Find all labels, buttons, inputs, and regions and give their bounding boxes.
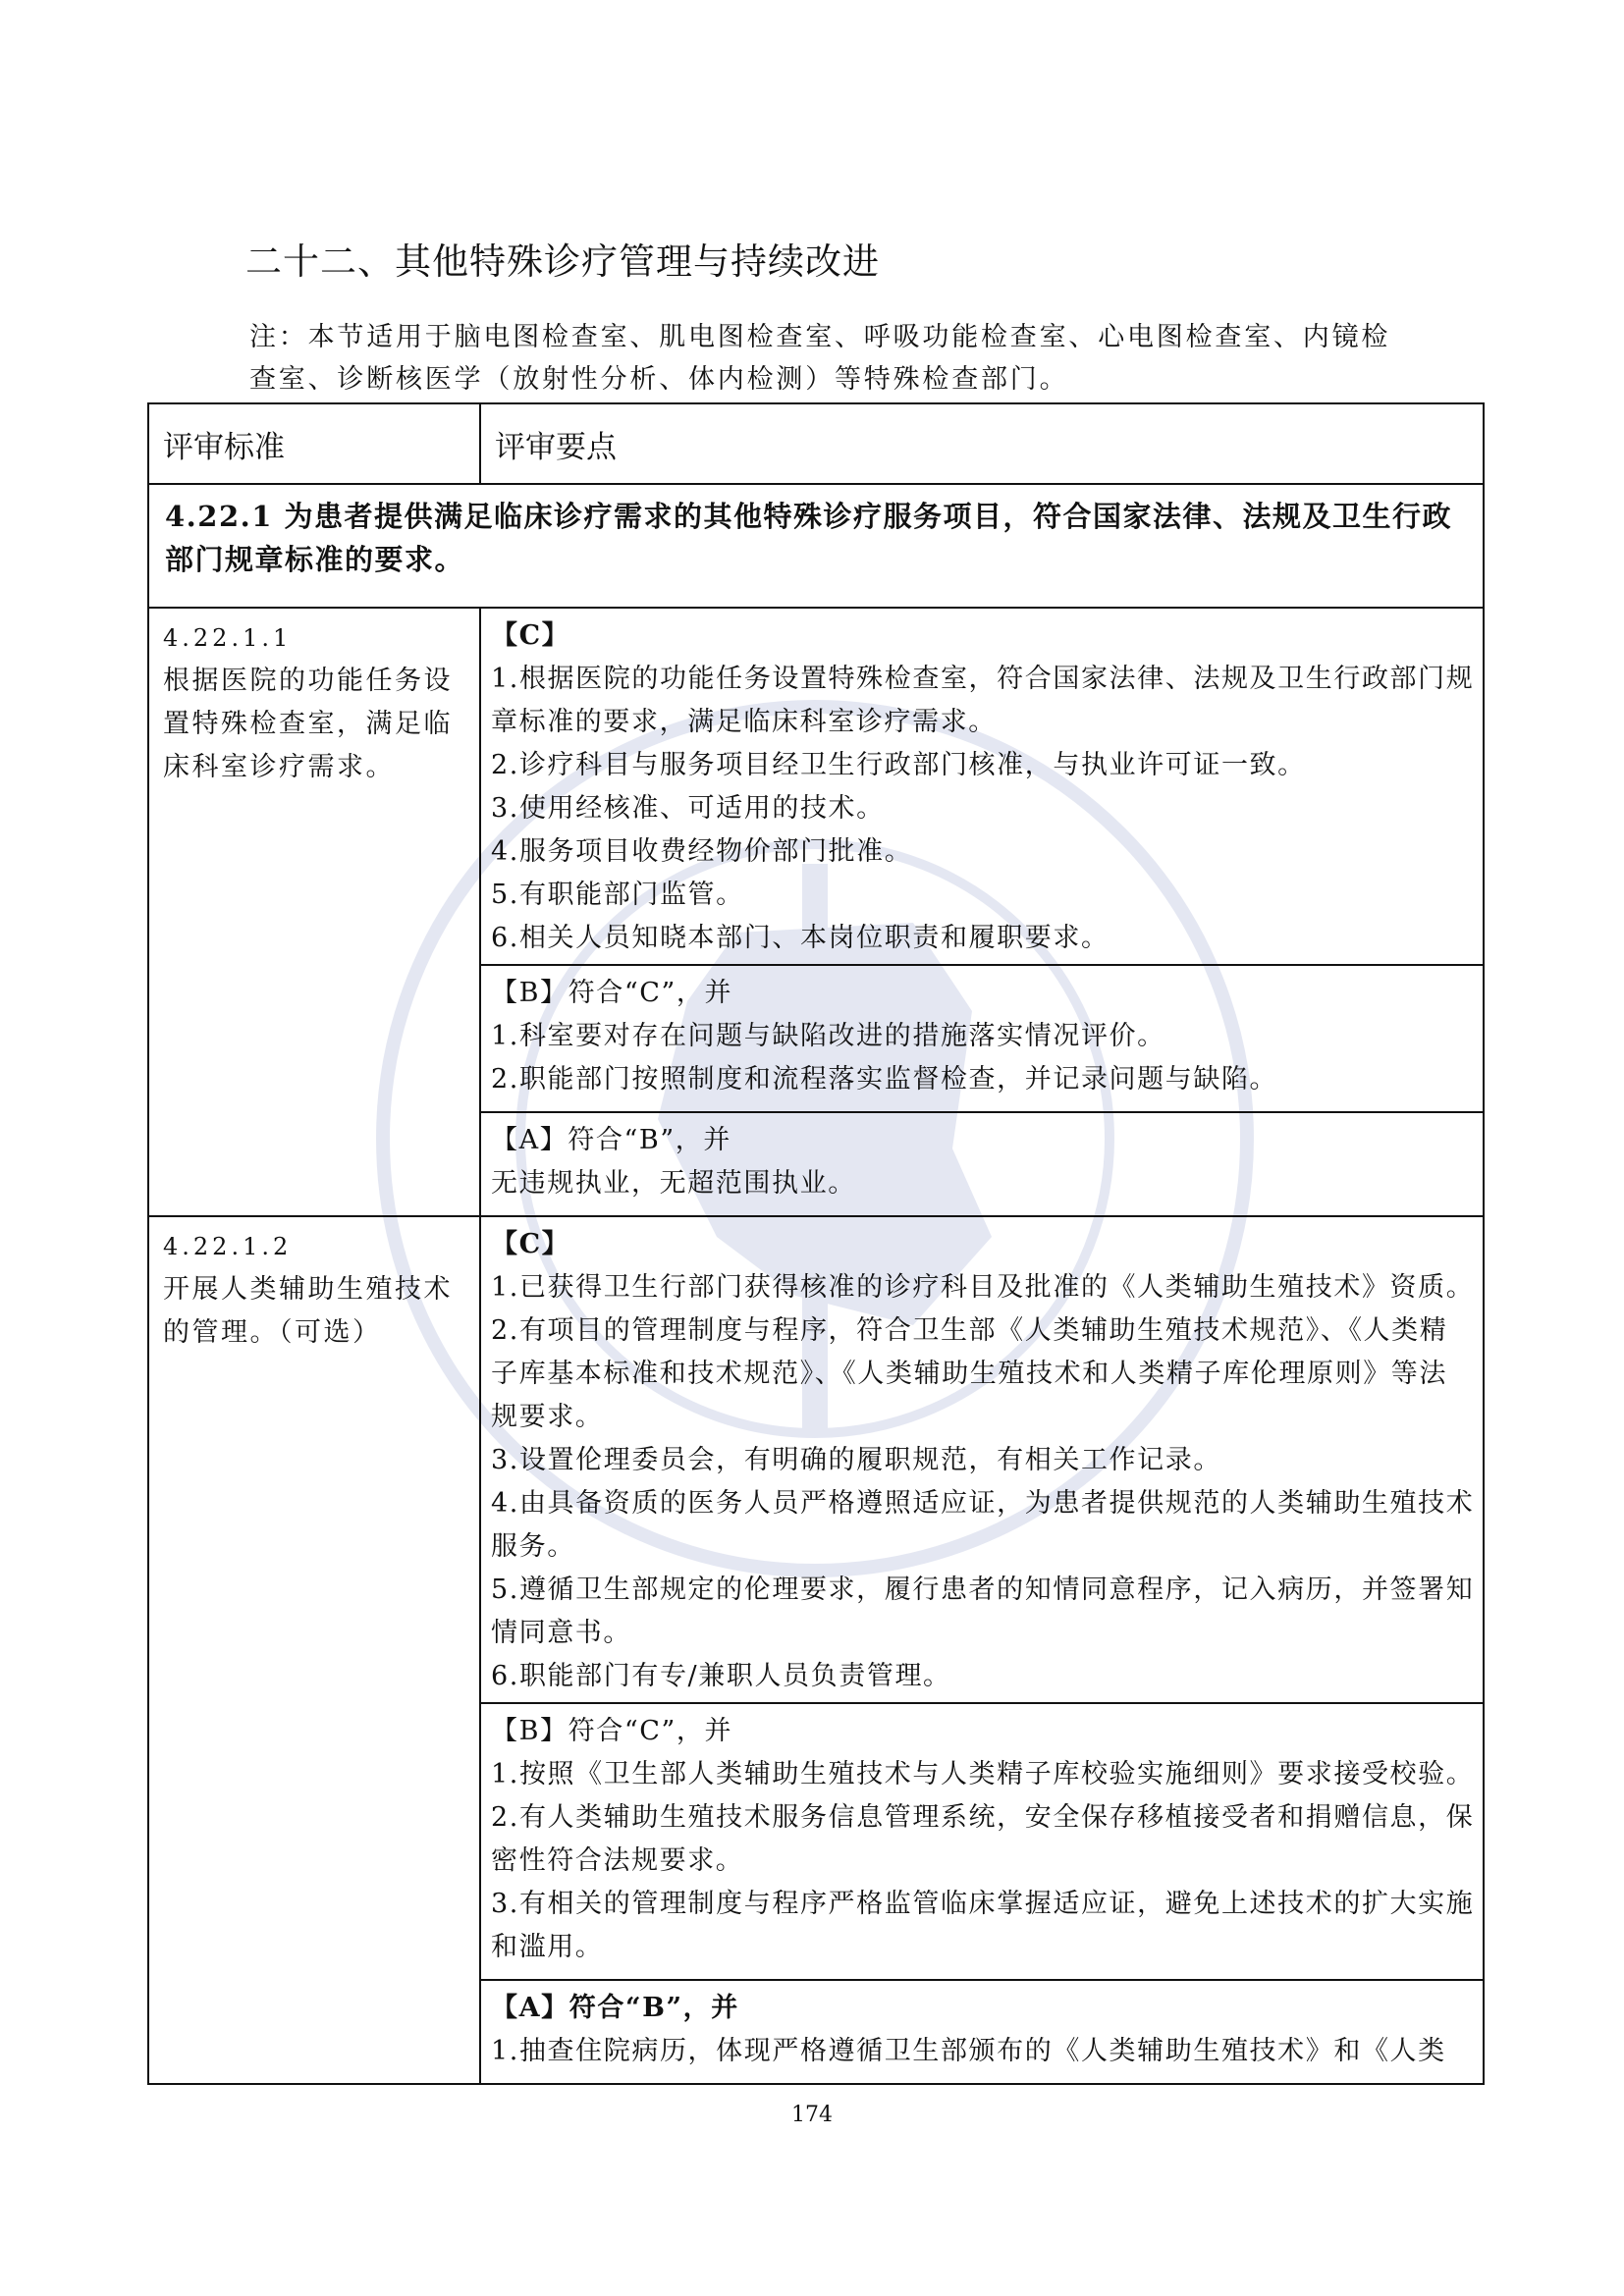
requirement-line: 4.服务项目收费经物价部门批准。 — [491, 836, 913, 867]
standard-cell — [148, 608, 480, 1216]
standard-text: 根据医院的功能任务设置特殊检查室，满足临床科室诊疗需求。 — [163, 666, 453, 782]
requirement-line: 2.诊疗科目与服务项目经卫生行政部门核准，与执业许可证一致。 — [491, 750, 1306, 780]
standard-text: 开展人类辅助生殖技术的管理。（可选） — [163, 1274, 453, 1348]
requirement-line: 6.相关人员知晓本部门、本岗位职责和履职要求。 — [491, 923, 1110, 953]
requirement-line: 2.有人类辅助生殖技术服务信息管理系统，安全保存移植接受者和捐赠信息，保密性符合法规要求。 — [491, 1802, 1475, 1876]
requirement-line: 3.设置伦理委员会，有明确的履职规范，有相关工作记录。 — [491, 1445, 1221, 1475]
requirement-line: 1.抽查住院病历，体现严格遵循卫生部颁布的《人类辅助生殖技术》和《人类 — [491, 2036, 1446, 2066]
standard-code: 4.22.1.2 — [163, 1233, 293, 1260]
level-c-cell — [480, 1216, 1484, 1703]
level-label: 【A】符合“B”，并 — [491, 1125, 731, 1155]
requirement-line: 1.已获得卫生行部门获得核准的诊疗科目及批准的《人类辅助生殖技术》资质。 — [491, 1272, 1475, 1303]
standard-cell — [148, 1216, 480, 2084]
table-row — [148, 1216, 1484, 1703]
level-label: 【C】 — [491, 1229, 570, 1259]
table-row — [148, 608, 1484, 965]
level-a-cell — [480, 1112, 1484, 1216]
requirement-line: 1.根据医院的功能任务设置特殊检查室，符合国家法律、法规及卫生行政部门规章标准的要求，满足临床科室诊疗需求。 — [491, 664, 1475, 737]
table-header-row — [148, 403, 1484, 484]
section-note: 注：本节适用于脑电图检查室、肌电图检查室、呼吸功能检查室、心电图检查室、内镜检查室、诊断核医学（放射性分析、体内检测）等特殊检查部门。 — [249, 322, 1391, 395]
requirement-line: 5.有职能部门监管。 — [491, 880, 744, 910]
requirement-line: 5.遵循卫生部规定的伦理要求，履行患者的知情同意程序，记入病历，并签署知情同意书。 — [491, 1575, 1475, 1648]
section-title: 二十二、其他特殊诊疗管理与持续改进 — [245, 240, 880, 283]
level-a-cell — [480, 1980, 1484, 2084]
level-label: 【B】符合“C”，并 — [491, 978, 733, 1008]
level-b-cell — [480, 1703, 1484, 1980]
requirement-line: 6.职能部门有专/兼职人员负责管理。 — [491, 1661, 951, 1691]
standards-table — [147, 402, 1485, 2085]
level-c-cell — [480, 608, 1484, 965]
section-heading: 4.22.1 为患者提供满足临床诊疗需求的其他特殊诊疗服务项目，符合国家法律、法规及卫生行政部门规章标准的要求。 — [148, 484, 1484, 608]
header-key-points: 评审要点 — [480, 403, 1484, 484]
page-number: 174 — [791, 2103, 833, 2127]
section-row — [148, 484, 1484, 608]
requirement-line: 1.科室要对存在问题与缺陷改进的措施落实情况评价。 — [491, 1021, 1165, 1051]
standard-code: 4.22.1.1 — [163, 624, 293, 652]
requirement-line: 3.有相关的管理制度与程序严格监管临床掌握适应证，避免上述技术的扩大实施和滥用。 — [491, 1889, 1475, 1962]
requirement-line: 无违规执业，无超范围执业。 — [491, 1168, 856, 1199]
requirement-line: 1.按照《卫生部人类辅助生殖技术与人类精子库校验实施细则》要求接受校验。 — [491, 1759, 1475, 1789]
requirement-line: 4.由具备资质的医务人员严格遵照适应证，为患者提供规范的人类辅助生殖技术服务。 — [491, 1488, 1475, 1562]
requirement-line: 2.有项目的管理制度与程序，符合卫生部《人类辅助生殖技术规范》、《人类精子库基本标准和技术规范》、《人类辅助生殖技术和人类精子库伦理原则》等法规要求。 — [491, 1315, 1448, 1432]
level-label: 【C】 — [491, 620, 570, 651]
level-b-cell — [480, 965, 1484, 1112]
requirement-line: 3.使用经核准、可适用的技术。 — [491, 793, 885, 824]
level-label: 【A】符合“B”，并 — [491, 1993, 739, 2023]
requirement-line: 2.职能部门按照制度和流程落实监督检查，并记录问题与缺陷。 — [491, 1064, 1278, 1095]
level-label: 【B】符合“C”，并 — [491, 1716, 733, 1746]
header-standard: 评审标准 — [148, 403, 480, 484]
